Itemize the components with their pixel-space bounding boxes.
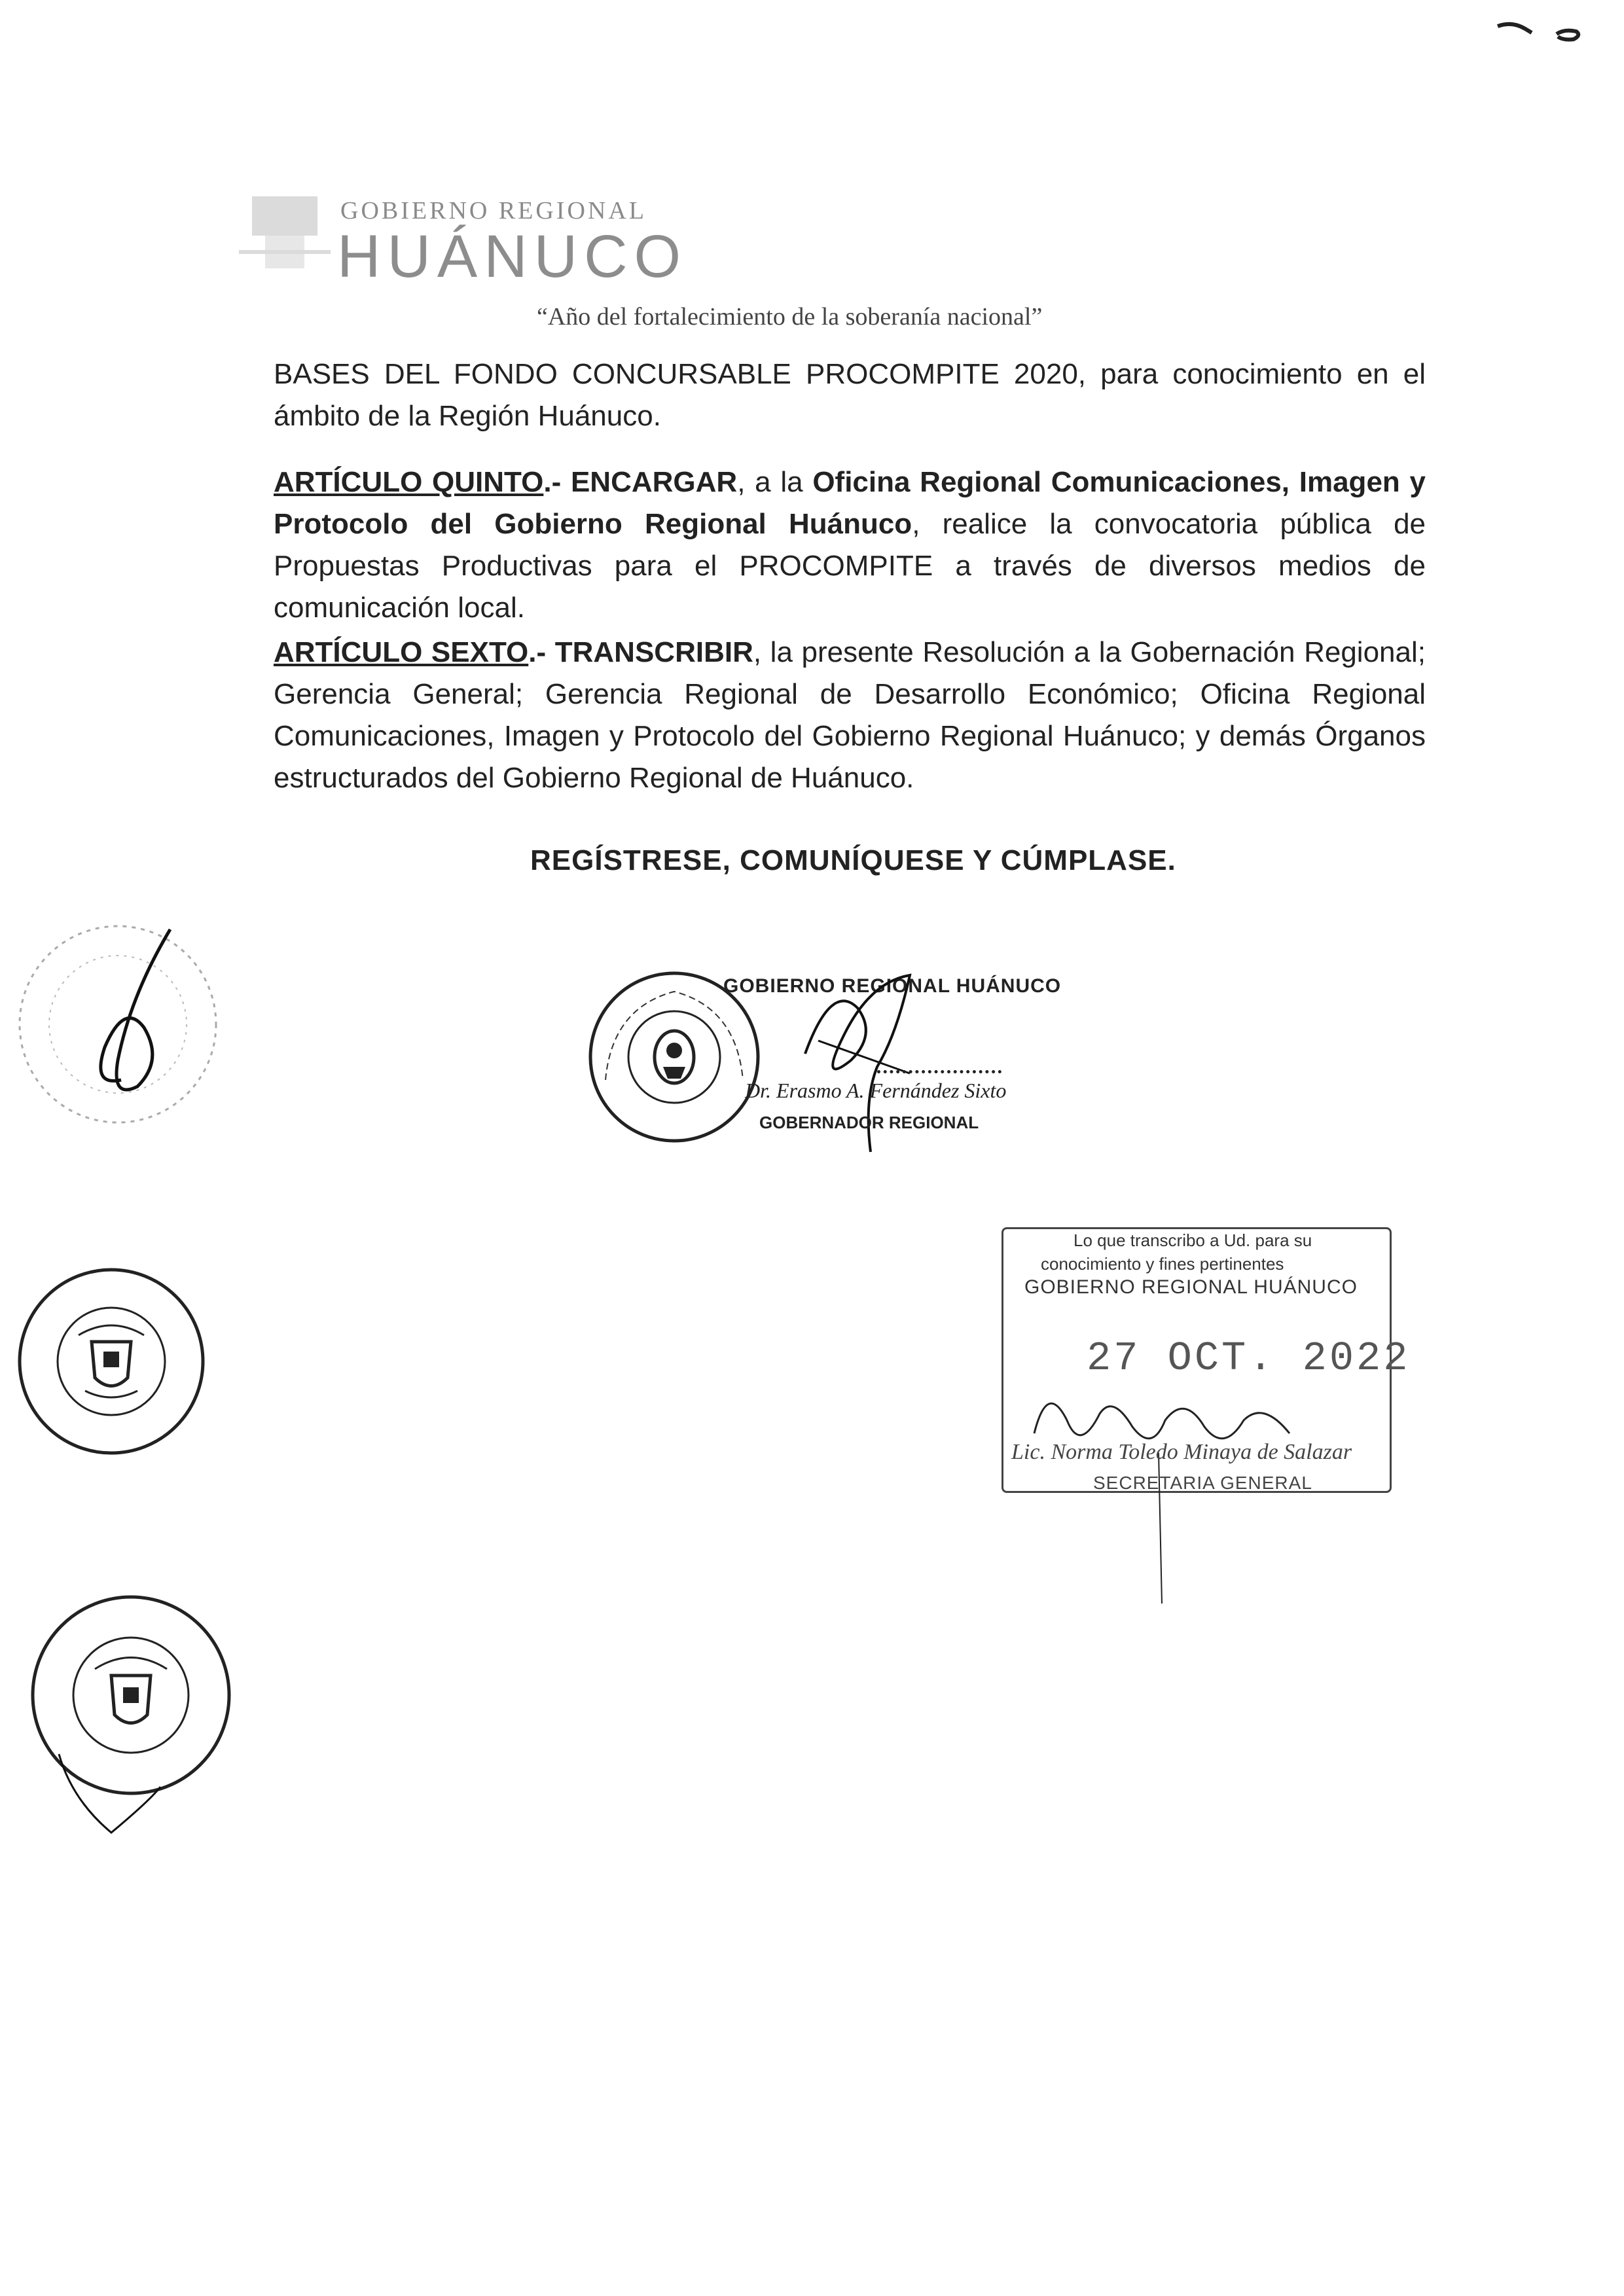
office-name: Oficina Regional Comunicaciones, Imagen y Protocolo del Gobierno Regional Huánuco: [274, 466, 1426, 540]
secretary-role: SECRETARIA GENERAL: [1093, 1473, 1312, 1493]
institution-name-small: GOBIERNO REGIONAL: [340, 197, 647, 224]
closing-formula: REGÍSTRESE, COMUNÍQUESE Y CÚMPLASE.: [530, 844, 1176, 876]
transcription-line-2: conocimiento y fines pertinentes: [1041, 1254, 1284, 1274]
legal-advisory-seal: [20, 1584, 242, 1852]
article-heading: ARTÍCULO SEXTO: [274, 636, 529, 668]
year-motto: “Año del fortalecimiento de la soberanía nacional”: [537, 303, 1043, 331]
article-verb: ENCARGAR: [570, 466, 738, 498]
governor-dotted-line: [877, 1070, 1001, 1073]
paragraph-article-quinto: ARTÍCULO QUINTO.- ENCARGAR, a la Oficina Regional Comunicaciones, Imagen y Protocolo del Gobierno Regional Huánuco, realice la convocatoria pública de Propuestas Productivas para el PROCOMPITE a través de diversos medios de comunicación local.: [274, 466, 1426, 624]
governor-role: GOBERNADOR REGIONAL: [759, 1113, 979, 1132]
governor-stamp-header: GOBIERNO REGIONAL HUÁNUCO: [723, 975, 1062, 997]
paragraph-article-sexto: ARTÍCULO SEXTO.- TRANSCRIBIR, la presente Resolución a la Gobernación Regional; Gerencia General; Gerencia Regional de Desarrollo Económico; Oficina Regional Comunicaciones, Imagen y Protocolo del Gobierno Regional Huánuco; y demás Órganos estructurados del Gobierno Regional de Huánuco.: [274, 636, 1426, 794]
faint-seal-with-initial: [7, 916, 242, 1132]
corner-mark: [1492, 14, 1591, 54]
regional-logo-icon: [239, 190, 331, 275]
article-heading: ARTÍCULO QUINTO: [274, 466, 544, 498]
paragraph-bases: BASES DEL FONDO CONCURSABLE PROCOMPITE 2020, para conocimiento en el ámbito de la Región Huánuco.: [274, 358, 1426, 432]
transcription-institution: GOBIERNO REGIONAL HUÁNUCO: [1024, 1276, 1358, 1298]
secretary-name: Lic. Norma Toledo Minaya de Salazar: [1011, 1440, 1352, 1464]
institution-name-large: HUÁNUCO: [337, 223, 688, 290]
transcription-date: 27 OCT. 2022: [1087, 1335, 1411, 1382]
transcription-line-1: Lo que transcribo a Ud. para su: [1074, 1230, 1312, 1250]
article-verb: TRANSCRIBIR: [554, 636, 753, 668]
economic-development-seal: [7, 1263, 216, 1460]
governor-name: Dr. Erasmo A. Fernández Sixto: [745, 1079, 1007, 1102]
